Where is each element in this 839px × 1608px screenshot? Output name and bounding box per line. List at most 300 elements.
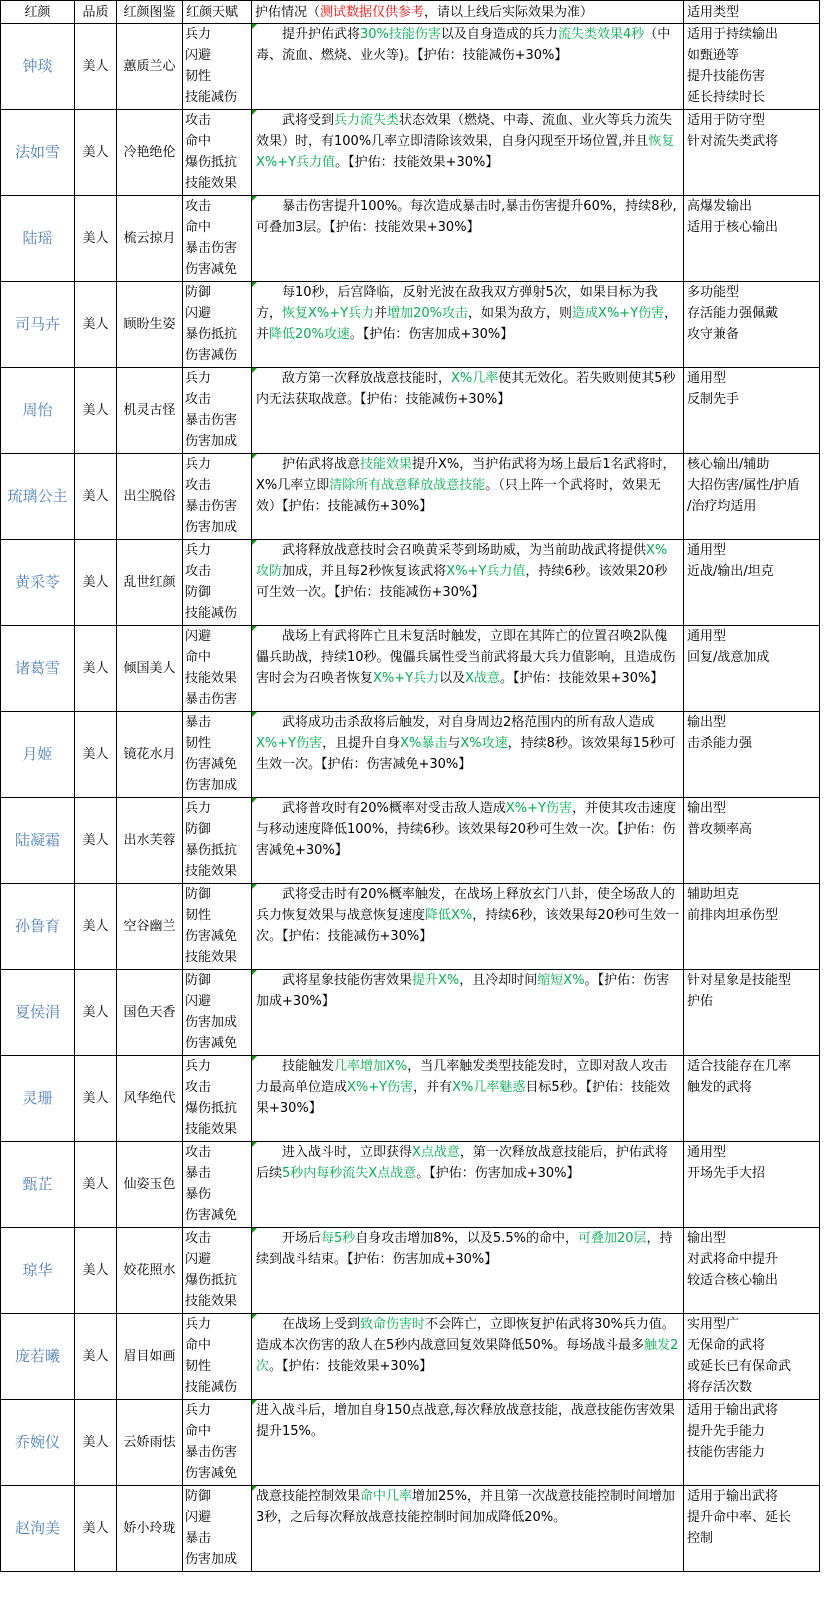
type-line: 击杀能力强	[687, 736, 753, 751]
atlas-cell: 机灵古怪	[117, 368, 183, 454]
description-cell	[252, 1228, 684, 1314]
type-line: 大招伤害/属性/护盾	[687, 478, 800, 493]
talent-item: 暴击伤害	[185, 692, 238, 707]
type-cell	[684, 1314, 820, 1400]
talent-item: 兵力	[185, 543, 212, 558]
comment-marker-icon	[252, 24, 257, 29]
plain-text: 不会阵亡，立即恢复护佑武将30%兵力值。造成本次伤害的敌人在5秒内战意回复效果降低50%。每场战斗最多	[256, 1317, 675, 1353]
talent-item: 暴击伤害	[185, 241, 238, 256]
talent-item: 兵力	[185, 801, 212, 816]
plain-text: 武将受击时有20%概率触发，在战场上释放玄门八卦，使全场敌人的兵力恢复效果与战意恢复速度	[256, 887, 675, 923]
plain-text: 进入战斗后，增加自身150点战意,每次释放战意技能，战意技能伤害效果提升15%。	[256, 1403, 675, 1439]
talent-item: 暴击	[185, 1531, 212, 1546]
talent-item: 闪避	[185, 48, 212, 63]
atlas-cell: 空谷幽兰	[117, 884, 183, 970]
plain-text: 武将成功击杀敌将后触发，对自身周边2格范围内的所有敌人造成	[282, 715, 655, 730]
type-line: /治疗均适用	[687, 499, 757, 514]
quality-cell: 美人	[75, 454, 117, 540]
type-cell	[684, 1228, 820, 1314]
highlight-text: 提升X%	[412, 973, 460, 988]
type-cell	[684, 970, 820, 1056]
plain-text: 以及自身造成的兵力	[440, 27, 558, 42]
comment-marker-icon	[252, 798, 257, 803]
atlas-cell: 乱世红颜	[117, 540, 183, 626]
description-text	[256, 1314, 680, 1377]
plain-text: 在战场上受到	[282, 1317, 361, 1332]
header-description	[252, 1, 684, 24]
plain-text: 以及	[439, 671, 466, 686]
talent-item: 防御	[185, 973, 212, 988]
talent-cell	[183, 1486, 252, 1572]
atlas-cell: 云娇雨怯	[117, 1400, 183, 1486]
heroine-name-link[interactable]: 周怡	[1, 368, 75, 454]
atlas-cell: 出尘脱俗	[117, 454, 183, 540]
plain-text: ，且冷却时间	[459, 973, 538, 988]
description-text	[256, 970, 680, 1012]
type-line: 提升先手能力	[687, 1424, 766, 1439]
talent-item: 爆伤抵抗	[185, 1273, 238, 1288]
quality-cell: 美人	[75, 712, 117, 798]
highlight-text: 恢复X%+Y兵力	[282, 306, 375, 321]
type-line: 多功能型	[687, 285, 740, 300]
description-text	[256, 282, 680, 345]
highlight-text: 流失类效果4秒	[557, 27, 645, 42]
talent-item: 兵力	[185, 1317, 212, 1332]
header-desc-suffix: ，请以上线后实际效果为准）	[424, 4, 594, 20]
type-cell	[684, 540, 820, 626]
table-row	[1, 368, 820, 454]
talent-item: 技能效果	[185, 176, 238, 191]
talent-item: 韧性	[185, 908, 212, 923]
talent-item: 伤害加成	[185, 1552, 238, 1567]
plain-text: 。【护佑：技能效果+30%】	[335, 155, 499, 170]
description-text	[256, 712, 680, 775]
talent-item: 技能减伤	[185, 1380, 238, 1395]
quality-cell: 美人	[75, 1486, 117, 1572]
talent-item: 闪避	[185, 1510, 212, 1525]
talent-item: 暴伤抵抗	[185, 843, 238, 858]
talent-item: 暴击	[185, 715, 212, 730]
description-text	[256, 368, 680, 410]
description-cell	[252, 540, 684, 626]
talent-item: 闪避	[185, 1252, 212, 1267]
talent-item: 防御	[185, 822, 212, 837]
atlas-cell: 蕙质兰心	[117, 24, 183, 110]
heroine-name-link[interactable]: 灵珊	[1, 1056, 75, 1142]
type-line: 控制	[687, 1531, 714, 1546]
header-quality: 品质	[75, 1, 117, 24]
type-line: 存活能力强佩戴	[687, 306, 779, 321]
comment-marker-icon	[252, 540, 257, 545]
plain-text: ，持续6秒。该效果20秒可生效一次。【护佑：技能减伤+30%】	[256, 564, 668, 600]
heroine-name-link[interactable]: 琉璃公主	[1, 454, 75, 540]
plain-text: 敌方第一次释放战意技能时，	[282, 371, 452, 386]
header-desc-prefix: 护佑情况（	[255, 4, 321, 20]
type-line: 回复/战意加成	[687, 650, 770, 665]
type-line: 适用于输出武将	[687, 1489, 779, 1504]
talent-item: 闪避	[185, 994, 212, 1009]
highlight-text: X点战意	[412, 1145, 460, 1160]
type-cell	[684, 884, 820, 970]
talent-item: 攻击	[185, 1145, 212, 1160]
highlight-text: 致命伤害时	[360, 1317, 426, 1332]
table-row	[1, 1400, 820, 1486]
type-line: 触发的武将	[687, 1080, 753, 1095]
heroine-name-link[interactable]: 法如雪	[1, 110, 75, 196]
talent-item: 伤害加成	[185, 778, 238, 793]
description-text	[256, 1228, 680, 1270]
plain-text: 目标5秒。【护佑：技能效果+30%】	[256, 1080, 671, 1116]
heroine-name-link[interactable]: 庞若曦	[1, 1314, 75, 1400]
description-text	[256, 454, 680, 517]
type-line: 较适合核心输出	[687, 1273, 779, 1288]
talent-cell	[183, 1400, 252, 1486]
type-line: 针对星象是技能型	[687, 973, 792, 988]
talent-cell	[183, 1056, 252, 1142]
type-line: 延长持续时长	[687, 90, 766, 105]
highlight-text: 降低X%	[425, 908, 473, 923]
table-row	[1, 110, 820, 196]
atlas-cell: 冷艳绝伦	[117, 110, 183, 196]
comment-marker-icon	[252, 626, 257, 631]
talent-item: 攻击	[185, 1080, 212, 1095]
talent-item: 防御	[185, 585, 212, 600]
atlas-cell: 眉目如画	[117, 1314, 183, 1400]
type-line: 提升技能伤害	[687, 69, 766, 84]
heroine-name-link[interactable]: 诸葛雪	[1, 626, 75, 712]
type-line: 反制先手	[687, 392, 740, 407]
talent-cell	[183, 196, 252, 282]
talent-item: 兵力	[185, 1059, 212, 1074]
heroine-name-link[interactable]: 孙鲁育	[1, 884, 75, 970]
description-text	[256, 626, 680, 689]
table-row	[1, 1056, 820, 1142]
header-talent: 红颜天赋	[183, 1, 252, 24]
plain-text: 武将释放战意技时会召唤黄采苓到场助威，为当前助战武将提供	[282, 543, 647, 558]
type-line: 或延长已有保命武	[687, 1359, 792, 1374]
plain-text: 使其无效化。若失败则使其5秒内无法获取战意。【护佑：技能减伤+30%】	[256, 371, 676, 407]
comment-marker-icon	[252, 1314, 257, 1319]
type-cell	[684, 1486, 820, 1572]
quality-cell: 美人	[75, 1142, 117, 1228]
type-line: 将存活次数	[687, 1380, 753, 1395]
quality-cell: 美人	[75, 24, 117, 110]
type-line: 适用于防守型	[687, 113, 766, 128]
plain-text: 每10秒，后宫降临，反射光波在敌我双方弹射5次，如果目标为我方，	[256, 285, 658, 321]
table-row	[1, 540, 820, 626]
description-text	[256, 1056, 680, 1119]
type-line: 无保命的武将	[687, 1338, 766, 1353]
talent-cell	[183, 368, 252, 454]
heroine-name-link[interactable]: 琼华	[1, 1228, 75, 1314]
talent-item: 兵力	[185, 27, 212, 42]
highlight-text: X%+Y伤害	[347, 1080, 414, 1095]
quality-cell: 美人	[75, 1228, 117, 1314]
type-cell	[684, 24, 820, 110]
type-line: 高爆发输出	[687, 199, 753, 214]
quality-cell: 美人	[75, 282, 117, 368]
plain-text: ，持续8秒。该效果每15秒可生效一次。【护佑：伤害减免+30%】	[256, 736, 676, 772]
plain-text: 护佑武将战意	[282, 457, 361, 472]
type-line: 适用于核心输出	[687, 220, 779, 235]
plain-text: 提升X%，当护佑武将为场上最后1名武将时，X%几率立即	[256, 457, 676, 493]
plain-text: 技能触发	[282, 1059, 335, 1074]
type-line: 适合技能存在几率	[687, 1059, 792, 1074]
type-line: 提升命中率、延长	[687, 1510, 792, 1525]
table-row	[1, 24, 820, 110]
description-cell	[252, 1142, 684, 1228]
plain-text: 。【护佑：伤害加成+30%】	[416, 1166, 580, 1181]
type-cell	[684, 454, 820, 540]
type-cell	[684, 110, 820, 196]
talent-item: 攻击	[185, 392, 212, 407]
table-row	[1, 970, 820, 1056]
description-cell	[252, 884, 684, 970]
type-line: 适用于输出武将	[687, 1403, 779, 1418]
type-line: 适用于持续输出	[687, 27, 779, 42]
talent-cell	[183, 1142, 252, 1228]
table-header-row	[1, 1, 820, 24]
highlight-text: 清除所有战意释放战意技能	[329, 478, 486, 493]
type-cell	[684, 282, 820, 368]
heroine-name-link[interactable]: 赵洵美	[1, 1486, 75, 1572]
talent-item: 命中	[185, 134, 212, 149]
description-cell	[252, 1400, 684, 1486]
talent-item: 命中	[185, 1424, 212, 1439]
highlight-text: 降低20%攻速	[269, 327, 350, 342]
description-cell	[252, 1486, 684, 1572]
table-row	[1, 626, 820, 712]
table-row	[1, 196, 820, 282]
description-text	[256, 884, 680, 947]
highlight-text: 5秒内每秒流失X点战意	[282, 1166, 417, 1181]
type-line: 输出型	[687, 801, 727, 816]
talent-item: 技能效果	[185, 864, 238, 879]
highlight-text: 兵力流失类	[334, 113, 400, 128]
description-text	[256, 24, 680, 66]
talent-item: 技能效果	[185, 671, 238, 686]
plain-text: 并	[374, 306, 388, 321]
heroine-name-link[interactable]: 钟琰	[1, 24, 75, 110]
description-cell	[252, 368, 684, 454]
quality-cell: 美人	[75, 110, 117, 196]
talent-item: 技能效果	[185, 1122, 238, 1137]
highlight-text: 命中几率	[360, 1489, 413, 1504]
type-cell	[684, 798, 820, 884]
type-line: 辅助坦克	[687, 887, 740, 902]
comment-marker-icon	[252, 454, 257, 459]
plain-text: （中毒、流血、燃烧、业火等)。【护佑：技能减伤+30%】	[256, 27, 671, 63]
talent-item: 攻击	[185, 564, 212, 579]
talent-cell	[183, 454, 252, 540]
quality-cell: 美人	[75, 540, 117, 626]
type-line: 近战/输出/坦克	[687, 564, 774, 579]
talent-item: 攻击	[185, 199, 212, 214]
type-cell	[684, 626, 820, 712]
comment-marker-icon	[252, 1228, 257, 1233]
highlight-text: X%攻速	[460, 736, 508, 751]
plain-text: ，持续到战斗结束。【护佑：伤害加成+30%】	[256, 1231, 673, 1267]
atlas-cell: 顾盼生姿	[117, 282, 183, 368]
quality-cell: 美人	[75, 798, 117, 884]
type-line: 输出型	[687, 1231, 727, 1246]
quality-cell: 美人	[75, 1400, 117, 1486]
talent-cell	[183, 712, 252, 798]
plain-text: 提升护佑武将	[282, 27, 361, 42]
talent-item: 兵力	[185, 457, 212, 472]
highlight-text: X%+Y兵力	[373, 671, 440, 686]
talent-cell	[183, 884, 252, 970]
quality-cell: 美人	[75, 884, 117, 970]
talent-item: 爆伤抵抗	[185, 1101, 238, 1116]
talent-item: 暴击伤害	[185, 413, 238, 428]
highlight-text: 造成X%+Y伤害	[572, 306, 665, 321]
talent-item: 技能效果	[185, 1294, 238, 1309]
type-line: 攻守兼备	[687, 327, 740, 342]
talent-item: 伤害减伤	[185, 348, 238, 363]
talent-item: 命中	[185, 1338, 212, 1353]
plain-text: ，并使其攻击速度与移动速度降低100%，持续6秒。该效果每20秒可生效一次。【护佑：伤害减免+30%】	[256, 801, 677, 858]
talent-item: 伤害加成	[185, 520, 238, 535]
plain-text: 进入战斗时，立即获得	[282, 1145, 413, 1160]
talent-item: 暴击伤害	[185, 1445, 238, 1460]
atlas-cell: 镜花水月	[117, 712, 183, 798]
highlight-text: 恢复X%+Y兵力值	[256, 134, 675, 170]
talent-item: 伤害减免	[185, 929, 238, 944]
type-line: 技能伤害能力	[687, 1445, 766, 1460]
comment-marker-icon	[252, 970, 257, 975]
atlas-cell: 梳云掠月	[117, 196, 183, 282]
table-row	[1, 454, 820, 540]
description-cell	[252, 712, 684, 798]
comment-marker-icon	[252, 1142, 257, 1147]
type-cell	[684, 1400, 820, 1486]
type-line: 通用型	[687, 629, 727, 644]
table-row	[1, 282, 820, 368]
quality-cell: 美人	[75, 368, 117, 454]
heroine-name-link[interactable]: 月姬	[1, 712, 75, 798]
type-cell	[684, 368, 820, 454]
description-cell	[252, 282, 684, 368]
type-line: 实用型广	[687, 1317, 740, 1332]
plain-text: 战场上有武将阵亡且未复活时触发，立即在其阵亡的位置召唤2队傀儡兵助战，持续10秒。傀儡兵属性受当前武将最大兵力值影响，且造成伤害时会为召唤者恢复	[256, 629, 676, 686]
heroine-name-link[interactable]: 夏侯涓	[1, 970, 75, 1056]
talent-cell	[183, 626, 252, 712]
highlight-text: X%+Y伤害	[505, 801, 572, 816]
talent-cell	[183, 110, 252, 196]
table-row	[1, 1486, 820, 1572]
talent-cell	[183, 1228, 252, 1314]
talent-item: 伤害减免	[185, 1036, 238, 1051]
description-text	[256, 110, 680, 173]
comment-marker-icon	[252, 1486, 257, 1491]
talent-item: 兵力	[185, 371, 212, 386]
type-cell	[684, 196, 820, 282]
plain-text: 。（只上阵一个武将时，效果无效）【护佑：技能减伤+30%】	[256, 478, 661, 514]
highlight-text: X%几率魅惑	[452, 1080, 526, 1095]
talent-item: 技能减伤	[185, 90, 238, 105]
talent-item: 命中	[185, 650, 212, 665]
heroine-name-link[interactable]: 司马卉	[1, 282, 75, 368]
description-cell	[252, 110, 684, 196]
highlight-text: 可叠加20层	[577, 1231, 647, 1246]
quality-cell: 美人	[75, 1056, 117, 1142]
table-row	[1, 884, 820, 970]
highlight-text: X%攻防	[256, 543, 668, 579]
plain-text: 。【护佑：技能效果+30%】	[269, 1359, 433, 1374]
plain-text: 战意技能控制效果	[256, 1489, 361, 1504]
table-row	[1, 798, 820, 884]
talent-item: 闪避	[185, 306, 212, 321]
description-text	[256, 1486, 680, 1528]
atlas-cell: 姣花照水	[117, 1228, 183, 1314]
description-cell	[252, 798, 684, 884]
talent-item: 暴击伤害	[185, 499, 238, 514]
heroine-name-link[interactable]: 陆凝霜	[1, 798, 75, 884]
atlas-cell: 风华绝代	[117, 1056, 183, 1142]
description-text	[256, 798, 680, 861]
description-text	[256, 540, 680, 603]
highlight-text: 30%技能伤害	[360, 27, 441, 42]
description-cell	[252, 1314, 684, 1400]
talent-item: 攻击	[185, 113, 212, 128]
table-body	[1, 24, 820, 1572]
type-line: 开场先手大招	[687, 1166, 766, 1181]
type-line: 如甄逊等	[687, 48, 740, 63]
talent-item: 暴击	[185, 1166, 212, 1181]
type-line: 普攻频率高	[687, 822, 753, 837]
type-cell	[684, 1142, 820, 1228]
heroine-name-link[interactable]: 乔婉仪	[1, 1400, 75, 1486]
table-row	[1, 1228, 820, 1314]
description-text	[256, 196, 680, 238]
plain-text: 状态效果（燃烧、中毒、流血、业火等兵力流失效果）时，有100%几率立即清除该效果，自身闪现至开场位置,并且	[256, 113, 673, 149]
talent-cell	[183, 798, 252, 884]
highlight-text: 每5秒	[321, 1231, 356, 1246]
plain-text: 自身攻击增加8%，以及5.5%的命中，	[355, 1231, 578, 1246]
quality-cell: 美人	[75, 626, 117, 712]
header-desc-warning: 测试数据仅供参考	[320, 4, 425, 20]
heroine-name-link[interactable]: 甄芷	[1, 1142, 75, 1228]
header-name: 红颜	[1, 1, 75, 24]
talent-item: 攻击	[185, 478, 212, 493]
comment-marker-icon	[252, 1056, 257, 1061]
heroine-name-link[interactable]: 黄采苓	[1, 540, 75, 626]
talent-item: 伤害减免	[185, 757, 238, 772]
atlas-cell: 出水芙蓉	[117, 798, 183, 884]
atlas-cell: 娇小玲珑	[117, 1486, 183, 1572]
talent-item: 命中	[185, 220, 212, 235]
type-line: 前排肉坦承伤型	[687, 908, 779, 923]
comment-marker-icon	[252, 884, 257, 889]
heroine-name-link[interactable]: 陆瑶	[1, 196, 75, 282]
comment-marker-icon	[252, 712, 257, 717]
plain-text: 武将普攻时有20%概率对受击敌人造成	[282, 801, 506, 816]
talent-item: 防御	[185, 887, 212, 902]
highlight-text: X%几率	[451, 371, 499, 386]
plain-text: ，并有	[413, 1080, 453, 1095]
plain-text: ，持续6秒，该效果每20秒可生效一次。【护佑：技能减伤+30%】	[256, 908, 680, 944]
type-cell	[684, 1056, 820, 1142]
highlight-text: 增加20%攻击	[387, 306, 469, 321]
plain-text: 武将受到	[282, 113, 335, 128]
talent-cell	[183, 1314, 252, 1400]
highlight-text: 触发2次	[256, 1338, 679, 1374]
talent-item: 伤害加成	[185, 1015, 238, 1030]
atlas-cell: 倾国美人	[117, 626, 183, 712]
header-type: 适用类型	[684, 1, 820, 24]
talent-cell	[183, 24, 252, 110]
